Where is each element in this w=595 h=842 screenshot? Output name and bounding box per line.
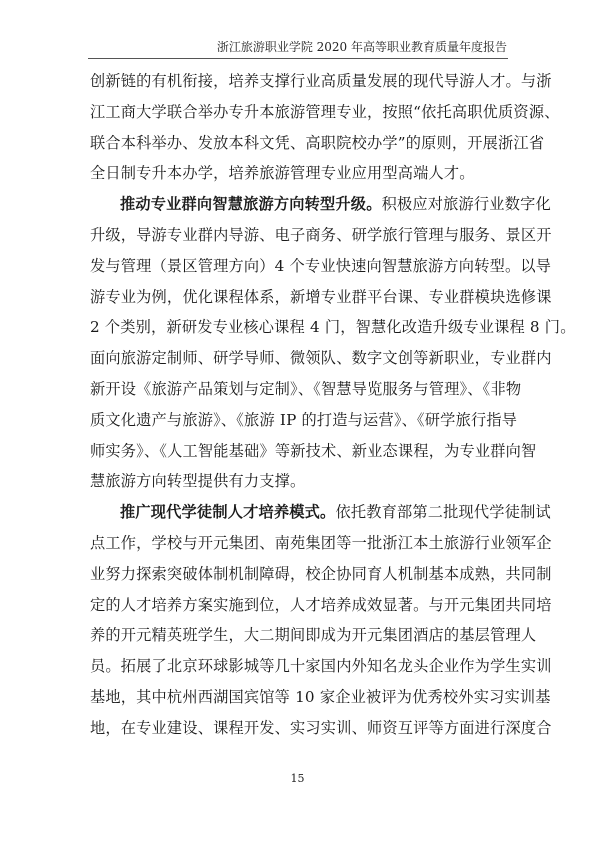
paragraph-heading: 推动专业群向智慧旅游方向转型升级。 <box>120 195 382 214</box>
paragraph-line: 发与管理（景区管理方向）4 个专业快速向智慧旅游方向转型。以导 <box>90 256 552 275</box>
paragraph-line: 基地，其中杭州西湖国宾馆等 10 家企业被评为优秀校外实习实训基 <box>90 687 551 706</box>
paragraph-line: 面向旅游定制师、研学导师、微领队、数字文创等新职业，专业群内 <box>90 349 552 368</box>
paragraph-line: 创新链的有机衔接，培养支撑行业高质量发展的现代导游人才。与浙 <box>90 72 552 90</box>
page-number: 15 <box>290 772 305 785</box>
paragraph-text: 积极应对旅游行业数字化 <box>381 195 551 214</box>
paragraph-line: 2 个类别，新研发专业核心课程 4 门，智慧化改造升级专业课程 8 门。 <box>90 318 576 337</box>
paragraph-text: 依托教育部第二批现代学徒制试 <box>335 503 551 522</box>
paragraph-line: 全日制专升本办学，培养旅游管理专业应用型高端人才。 <box>90 164 475 183</box>
paragraph-line: 游专业为例，优化课程体系，新增专业群平台课、专业群模块选修课 <box>90 287 552 306</box>
paragraph-line: 点工作，学校与开元集团、南苑集团等一批浙江本土旅游行业领军企 <box>90 533 552 552</box>
body-text <box>90 66 576 744</box>
paragraph-line: 慧旅游方向转型提供有力支撑。 <box>90 472 306 491</box>
paragraph-line: 升级，导游专业群内导游、电子商务、研学旅行管理与服务、景区开 <box>90 225 552 244</box>
paragraph-heading: 推广现代学徒制人才培养模式。 <box>120 503 336 522</box>
paragraph-line: 质文化遗产与旅游》、《旅游 IP 的打造与运营》、《研学旅行指导 <box>90 410 518 429</box>
paragraph-line: 地，在专业建设、课程开发、实习实训、师资互评等方面进行深度合 <box>90 718 552 737</box>
paragraph-line: 员。拓展了北京环球影城等几十家国内外知名龙头企业作为学生实训 <box>90 657 552 676</box>
paragraph-line: 定的人才培养方案实施到位，人才培养成效显著。与开元集团共同培 <box>90 595 552 614</box>
paragraph-line: 新开设《旅游产品策划与定制》、《智慧导览服务与管理》、《非物 <box>90 379 522 398</box>
header-divider <box>88 58 508 59</box>
paragraph-line: 联合本科举办、发放本科文凭、高职院校办学”的原则，开展浙江省 <box>90 133 545 152</box>
paragraph-line: 养的开元精英班学生，大二期间即成为开元集团酒店的基层管理人 <box>90 626 537 645</box>
paragraph-line: 江工商大学联合举办专升本旅游管理专业，按照“依托高职优质资源、 <box>90 102 560 121</box>
paragraph-first-line <box>90 189 551 220</box>
running-header: 浙江旅游职业学院 2020 年高等职业教育质量年度报告 <box>216 40 507 54</box>
paragraph-line: 业努力探索突破体制机制障碍，校企协同育人机制基本成熟，共同制 <box>90 564 552 583</box>
paragraph-first-line <box>90 497 551 528</box>
paragraph-line: 师实务》、《人工智能基础》等新技术、新业态课程，为专业群向智 <box>90 441 537 460</box>
